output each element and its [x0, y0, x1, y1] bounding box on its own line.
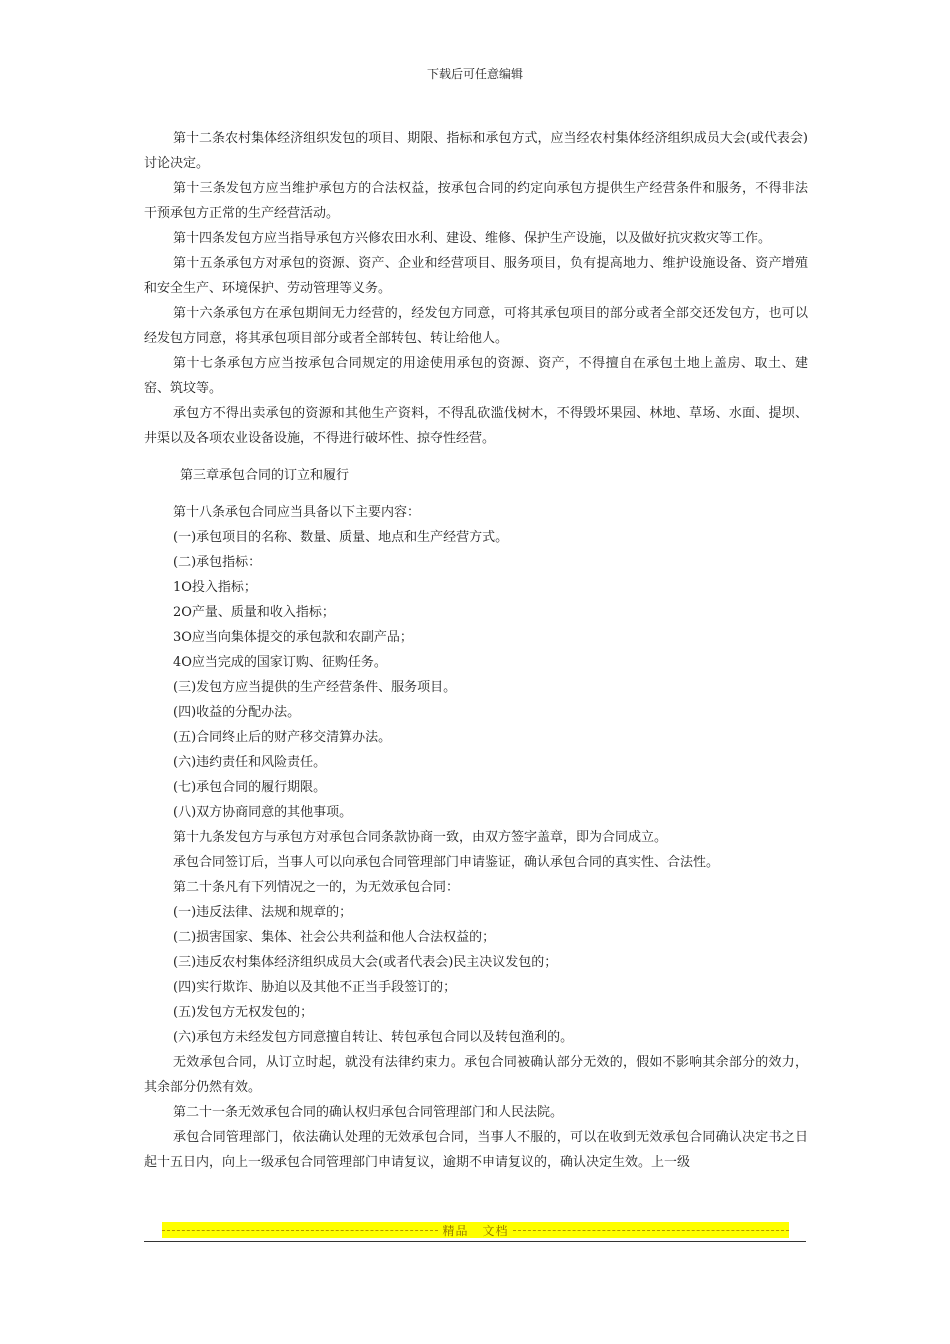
- list-item: (五)合同终止后的财产移交清算办法。: [173, 730, 392, 745]
- list-item: (二)承包指标：: [173, 555, 262, 570]
- section-articles-12-17: [144, 126, 808, 451]
- list-item: (四)实行欺诈、胁迫以及其他不正当手段签订的；: [173, 980, 457, 995]
- article-17: 第十七条承包方应当按承包合同规定的用途使用承包的资源、资产，不得擅自在承包土地上盖房、取土、建窑、筑坟等。: [144, 356, 808, 396]
- list-item: 1O投入指标；: [173, 580, 257, 595]
- article-14: 第十四条发包方应当指导承包方兴修农田水利、建设、维修、保护生产设施，以及做好抗灾救灾等工作。: [173, 231, 772, 246]
- article-18-items: [144, 525, 808, 825]
- footer-dash-left: [162, 1230, 438, 1231]
- list-item: (三)违反农村集体经济组织成员大会(或者代表会)民主决议发包的；: [173, 955, 558, 970]
- list-item: (七)承包合同的履行期限。: [173, 780, 327, 795]
- page-header: 下载后可任意编辑: [426, 67, 523, 81]
- section-article-19: [144, 825, 808, 875]
- footer-rule: [144, 1241, 806, 1242]
- article-13: 第十三条发包方应当维护承包方的合法权益，按承包合同的约定向承包方提供生产经营条件和服务，不得非法干预承包方正常的生产经营活动。: [144, 181, 808, 221]
- document-body: [144, 126, 808, 1175]
- list-item: 4O应当完成的国家订购、征购任务。: [173, 655, 387, 670]
- invalid-contract-effect: 无效承包合同，从订立时起，就没有法律约束力。承包合同被确认部分无效的，假如不影响其余部分的效力，其余部分仍然有效。: [144, 1055, 808, 1095]
- list-item: (八)双方协商同意的其他事项。: [173, 805, 353, 820]
- list-item: (一)承包项目的名称、数量、质量、地点和生产经营方式。: [173, 530, 509, 545]
- list-item: 3O应当向集体提交的承包款和农副产品；: [173, 630, 413, 645]
- list-item: (三)发包方应当提供的生产经营条件、服务项目。: [173, 680, 457, 695]
- article-19: 第十九条发包方与承包方对承包合同条款协商一致，由双方签字盖章，即为合同成立。: [173, 830, 668, 845]
- article-18-intro: 第十八条承包合同应当具备以下主要内容：: [173, 505, 421, 520]
- article-18: [144, 500, 808, 825]
- list-item: (四)收益的分配办法。: [173, 705, 301, 720]
- article-21-review: 承包合同管理部门，依法确认处理的无效承包合同，当事人不服的，可以在收到无效承包合同确认决定书之日起十五日内，向上一级承包合同管理部门申请复议，逾期不申请复议的，确认决定生效。上一级: [144, 1130, 808, 1170]
- article-12: 第十二条农村集体经济组织发包的项目、期限、指标和承包方式，应当经农村集体经济组织成员大会(或代表会)讨论决定。: [144, 131, 808, 171]
- list-item: (二)损害国家、集体、社会公共利益和他人合法权益的；: [173, 930, 496, 945]
- footer-banner: [162, 1222, 789, 1238]
- footer-label-a: 精品: [442, 1223, 469, 1238]
- article-20: [144, 875, 808, 1050]
- article-21: 第二十一条无效承包合同的确认权归承包合同管理部门和人民法院。: [173, 1105, 564, 1120]
- article-20-items: [144, 900, 808, 1050]
- chapter-title: 第三章承包合同的订立和履行: [180, 468, 350, 483]
- list-item: (五)发包方无权发包的；: [173, 1005, 314, 1020]
- article-16: 第十六条承包方在承包期间无力经营的，经发包方同意，可将其承包项目的部分或者全部交还发包方，也可以经发包方同意，将其承包项目部分或者全部转包、转让给他人。: [144, 306, 808, 346]
- article-17-supplement: 承包方不得出卖承包的资源和其他生产资料，不得乱砍滥伐树木，不得毁坏果园、林地、草场、水面、提坝、井渠以及各项农业设备设施，不得进行破坏性、掠夺性经营。: [144, 406, 808, 446]
- list-item: (六)承包方未经发包方同意擅自转让、转包承包合同以及转包渔利的。: [173, 1030, 574, 1045]
- footer-label-b: 文档: [482, 1223, 509, 1238]
- list-item: (一)违反法律、法规和规章的；: [173, 905, 353, 920]
- list-item: 2O产量、质量和收入指标；: [173, 605, 335, 620]
- section-article-21: [144, 1050, 808, 1175]
- article-20-intro: 第二十条凡有下列情况之一的，为无效承包合同：: [173, 880, 460, 895]
- footer-dash-right: [513, 1230, 789, 1231]
- footer-label: [438, 1222, 512, 1238]
- article-19-supplement: 承包合同签订后，当事人可以向承包合同管理部门申请鉴证，确认承包合同的真实性、合法性。: [173, 855, 720, 870]
- list-item: (六)违约责任和风险责任。: [173, 755, 327, 770]
- article-15: 第十五条承包方对承包的资源、资产、企业和经营项目、服务项目，负有提高地力、维护设施设备、资产增殖和安全生产、环境保护、劳动管理等义务。: [144, 256, 808, 296]
